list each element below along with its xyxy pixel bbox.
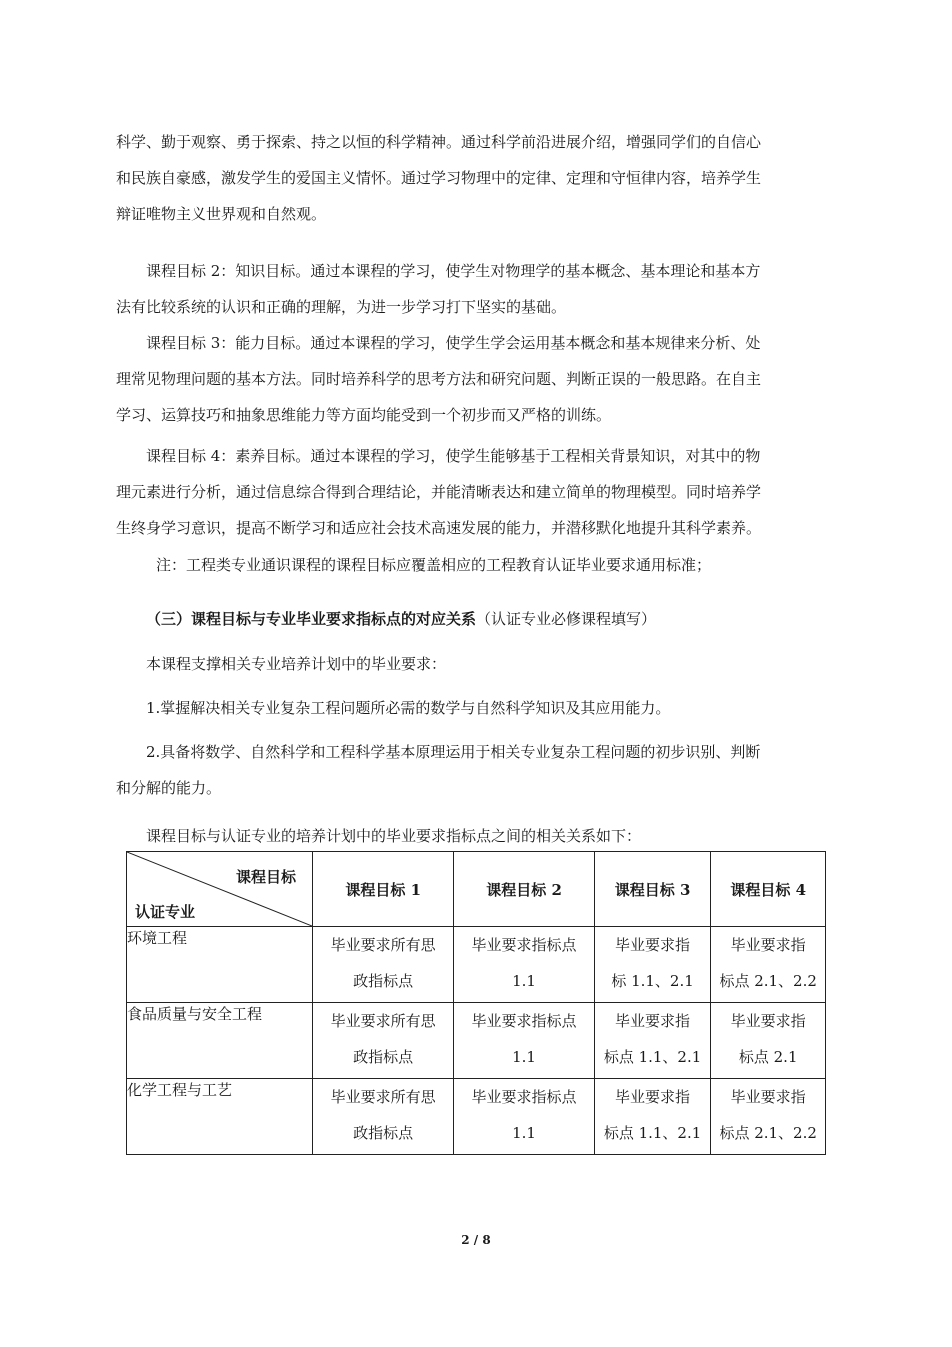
table-intro <box>116 818 840 854</box>
column-header: 课程目标 2 <box>454 852 594 927</box>
cell-line: 1.1 <box>512 1048 536 1066</box>
note <box>116 547 840 583</box>
cell-line: 1.1 <box>512 972 536 990</box>
major-name: 食品质量与安全工程 <box>127 1003 313 1079</box>
support-intro <box>116 646 840 682</box>
cell-line: 标点 2.1 <box>738 1048 798 1066</box>
column-header: 课程目标 4 <box>711 852 826 927</box>
column-header: 课程目标 3 <box>594 852 711 927</box>
table-header-row <box>127 852 826 927</box>
text-line: 和分解的能力。 <box>116 779 222 797</box>
cell-line: 毕业要求指 <box>615 1088 691 1106</box>
paragraph-goal-2 <box>116 253 840 325</box>
text-line: 法有比较系统的认识和正确的理解，为进一步学习打下坚实的基础。 <box>116 298 567 316</box>
cell-line: 毕业要求指标点 <box>471 1088 577 1106</box>
table-cell <box>594 927 711 1003</box>
table-row <box>127 1003 826 1079</box>
cell-line: 标 1.1、2.1 <box>611 972 694 990</box>
cell-line: 毕业要求指 <box>730 936 806 954</box>
cell-line: 标点 1.1、2.1 <box>603 1124 702 1142</box>
text-line: 理常见物理问题的基本方法。同时培养科学的思考方法和研究问题、判断正误的一般思路。在自主 <box>116 370 762 388</box>
text-line: 辩证唯物主义世界观和自然观。 <box>116 205 327 223</box>
paragraph-goal-3 <box>116 325 840 433</box>
corner-label-majors: 认证专业 <box>135 903 196 921</box>
requirement-1 <box>116 690 840 726</box>
support-intro-text: 本课程支撑相关专业培养计划中的毕业要求： <box>146 655 447 673</box>
text-line: 2.具备将数学、自然科学和工程科学基本原理运用于相关专业复杂工程问题的初步识别、判断 <box>146 743 761 761</box>
cell-line: 毕业要求指标点 <box>471 936 577 954</box>
paragraph-science-spirit <box>116 124 840 232</box>
table-cell <box>711 927 826 1003</box>
cell-line: 毕业要求所有思 <box>330 1012 436 1030</box>
table-cell <box>594 1079 711 1155</box>
cell-line: 毕业要求指 <box>730 1088 806 1106</box>
table-row <box>127 1079 826 1155</box>
table-intro-text: 课程目标与认证专业的培养计划中的毕业要求指标点之间的相关关系如下： <box>146 827 642 845</box>
diagonal-header <box>127 852 312 926</box>
text-line: 和民族自豪感，激发学生的爱国主义情怀。通过学习物理中的定律、定理和守恒律内容，培养学生 <box>116 169 762 187</box>
major-name: 环境工程 <box>127 927 313 1003</box>
text-line: 课程目标 3：能力目标。通过本课程的学习，使学生学会运用基本概念和基本规律来分析、处 <box>146 334 761 352</box>
section-heading-bold: （三）课程目标与专业毕业要求指标点的对应关系 <box>146 610 477 628</box>
cell-line: 毕业要求指 <box>615 936 691 954</box>
table-cell <box>313 927 454 1003</box>
cell-line: 标点 1.1、2.1 <box>603 1048 702 1066</box>
paragraph-goal-4 <box>116 438 840 546</box>
cell-line: 政指标点 <box>353 972 414 990</box>
note-text: 注：工程类专业通识课程的课程目标应覆盖相应的工程教育认证毕业要求通用标准； <box>156 556 712 574</box>
cell-line: 政指标点 <box>353 1048 414 1066</box>
diagonal-header-cell <box>127 852 313 927</box>
table-cell <box>454 1079 594 1155</box>
requirement-1-text: 1.掌握解决相关专业复杂工程问题所必需的数学与自然科学知识及其应用能力。 <box>146 699 671 717</box>
table-cell <box>454 927 594 1003</box>
corner-label-objectives: 课程目标 <box>235 868 296 886</box>
page-number: 2 / 8 <box>461 1233 491 1247</box>
text-line: 科学、勤于观察、勇于探索、持之以恒的科学精神。通过科学前沿进展介绍，增强同学们的自信心 <box>116 133 762 151</box>
cell-line: 毕业要求所有思 <box>330 936 436 954</box>
table-row <box>127 927 826 1003</box>
table-cell <box>313 1079 454 1155</box>
section-heading <box>116 601 840 637</box>
cell-line: 1.1 <box>512 1124 536 1142</box>
text-line: 课程目标 4：素养目标。通过本课程的学习，使学生能够基于工程相关背景知识，对其中的物 <box>146 447 761 465</box>
table-cell <box>711 1079 826 1155</box>
table-cell <box>711 1003 826 1079</box>
cell-line: 标点 2.1、2.2 <box>719 1124 817 1142</box>
section-heading-note: （认证专业必修课程填写） <box>476 610 657 628</box>
cell-line: 毕业要求指 <box>730 1012 806 1030</box>
table-cell <box>594 1003 711 1079</box>
table-cell <box>454 1003 594 1079</box>
cell-line: 毕业要求指标点 <box>471 1012 577 1030</box>
objective-mapping-table <box>126 851 826 1155</box>
section-heading-line <box>146 601 840 637</box>
column-header: 课程目标 1 <box>313 852 454 927</box>
requirement-2 <box>116 734 840 806</box>
text-line: 学习、运算技巧和抽象思维能力等方面均能受到一个初步而又严格的训练。 <box>116 406 612 424</box>
cell-line: 毕业要求指 <box>615 1012 691 1030</box>
text-line: 理元素进行分析，通过信息综合得到合理结论，并能清晰表达和建立简单的物理模型。同时培养学 <box>116 483 762 501</box>
cell-line: 标点 2.1、2.2 <box>719 972 817 990</box>
text-line: 生终身学习意识，提高不断学习和适应社会技术高速发展的能力，并潜移默化地提升其科学素养。 <box>116 519 762 537</box>
cell-line: 政指标点 <box>353 1124 414 1142</box>
table-cell <box>313 1003 454 1079</box>
cell-line: 毕业要求所有思 <box>330 1088 436 1106</box>
text-line: 课程目标 2：知识目标。通过本课程的学习，使学生对物理学的基本概念、基本理论和基本方 <box>146 262 761 280</box>
major-name: 化学工程与工艺 <box>127 1079 313 1155</box>
